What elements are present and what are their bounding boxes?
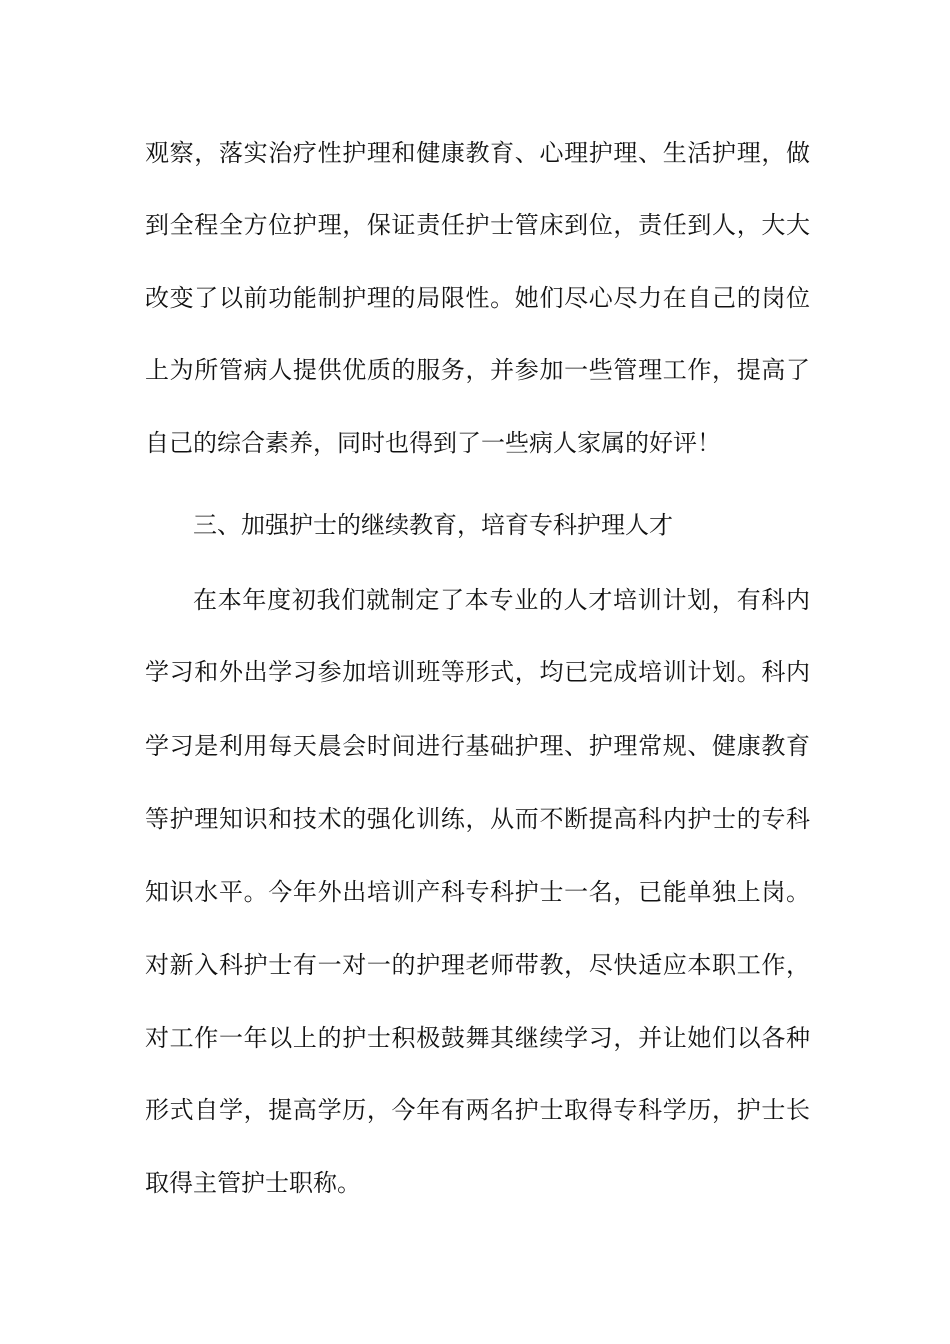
paragraph-2-line-6: 对新入科护士有一对一的护理老师带教，尽快适应本职工作，: [145, 951, 810, 979]
paragraph-2-line-5: 知识水平。今年外出培训产科专科护士一名，已能单独上岗。: [145, 878, 810, 906]
paragraph-1-line-3: 改变了以前功能制护理的局限性。她们尽心尽力在自己的岗位: [145, 284, 810, 312]
paragraph-2-line-4: 等护理知识和技术的强化训练，从而不断提高科内护士的专科: [145, 805, 810, 833]
paragraph-2-line-7: 对工作一年以上的护士积极鼓舞其继续学习，并让她们以各种: [145, 1024, 810, 1052]
paragraph-2-line-9: 取得主管护士职称。: [145, 1169, 361, 1197]
paragraph-2-line-3: 学习是利用每天晨会时间进行基础护理、护理常规、健康教育: [145, 732, 810, 760]
paragraph-1-line-2: 到全程全方位护理，保证责任护士管床到位，责任到人，大大: [145, 211, 810, 239]
paragraph-2-line-1: 在本年度初我们就制定了本专业的人才培训计划，有科内: [193, 586, 810, 614]
section-heading: 三、加强护士的继续教育，培育专科护理人才: [193, 511, 673, 539]
paragraph-2-line-2: 学习和外出学习参加培训班等形式，均已完成培训计划。科内: [145, 658, 810, 686]
paragraph-1-line-5: 自己的综合素养，同时也得到了一些病人家属的好评！: [145, 429, 721, 457]
paragraph-1-line-1: 观察，落实治疗性护理和健康教育、心理护理、生活护理，做: [145, 139, 810, 167]
paragraph-1-line-4: 上为所管病人提供优质的服务，并参加一些管理工作，提高了: [145, 356, 810, 384]
paragraph-2-line-8: 形式自学，提高学历，今年有两名护士取得专科学历，护士长: [145, 1096, 810, 1124]
